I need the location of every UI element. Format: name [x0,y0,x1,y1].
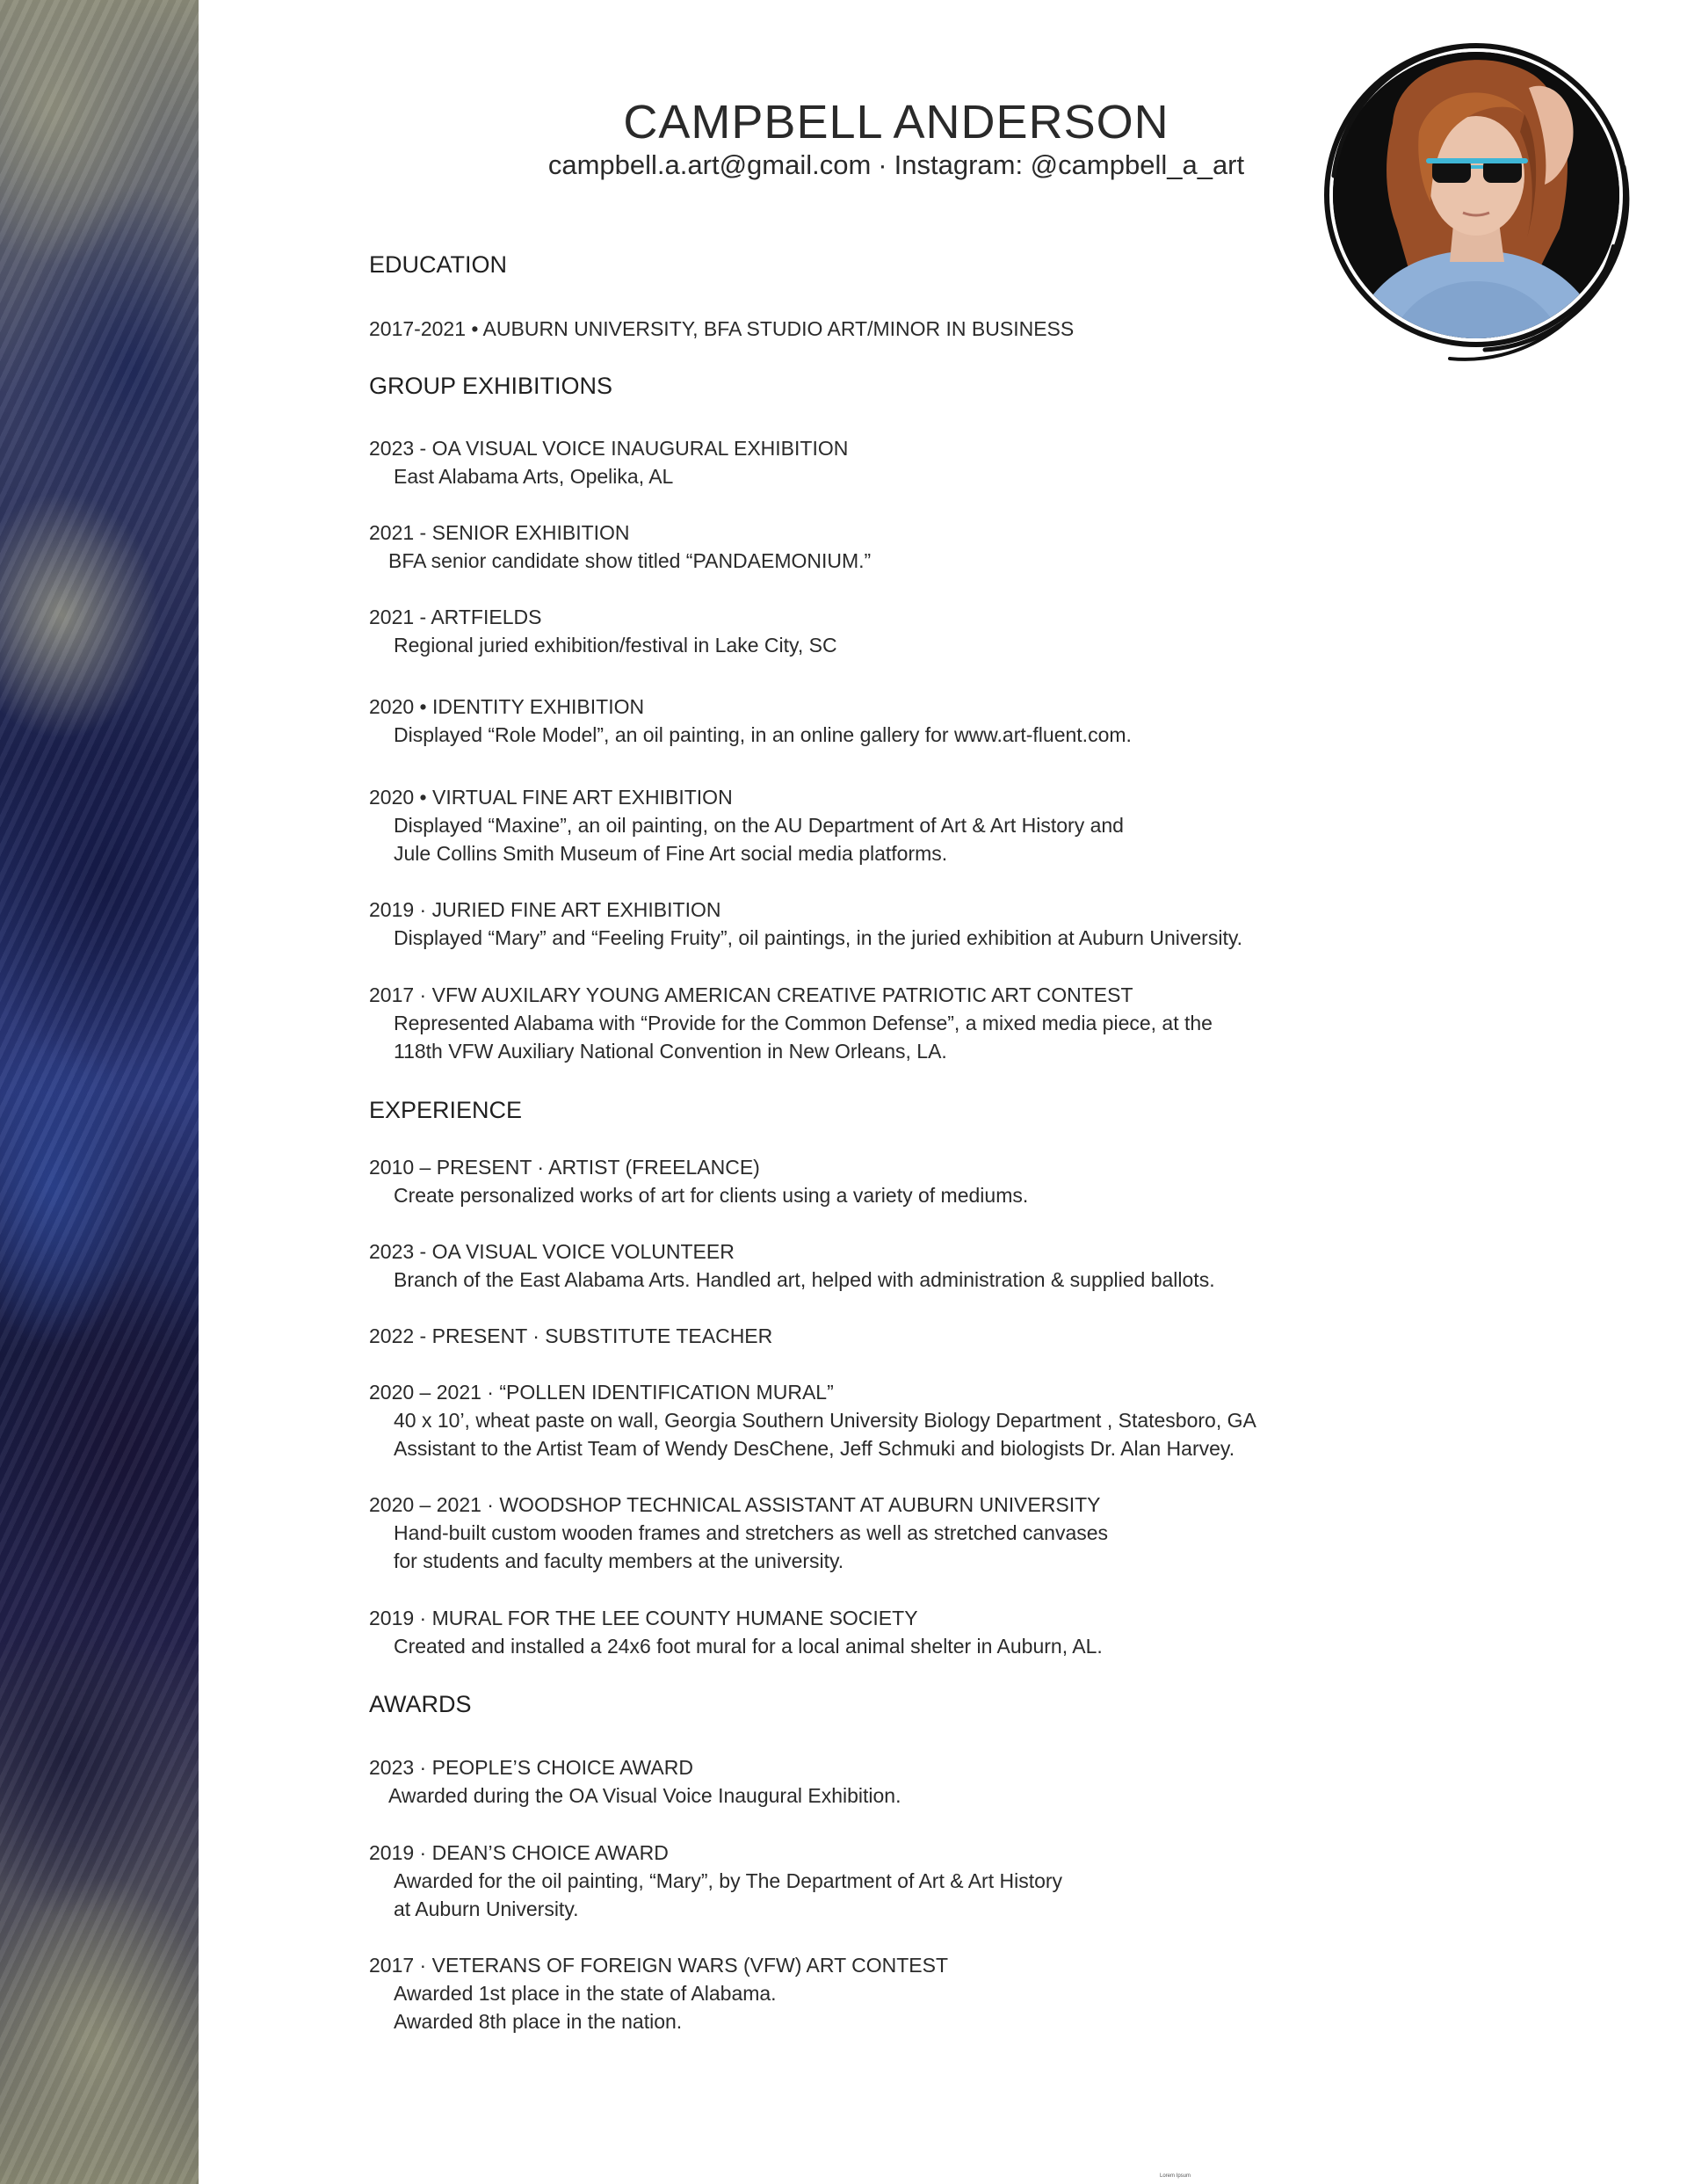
entry-description: Regional juried exhibition/festival in Lake City, SC [394,634,837,657]
footer-mark: Lorem Ipsum [1160,2173,1191,2179]
entry-description: 40 x 10’, wheat paste on wall, Georgia Southern University Biology Department , Statesboro, GA [394,1409,1256,1432]
award-entry [369,1839,1062,1923]
entry-description: Represented Alabama with “Provide for the Common Defense”, a mixed media piece, at the [394,1012,1213,1034]
entry-description: Displayed “Maxine”, an oil painting, on the AU Department of Art & Art History and [394,814,1124,837]
exhibition-entry [369,783,1124,867]
exhibition-entry [369,434,848,490]
entry-heading: 2020 • IDENTITY EXHIBITION [369,695,645,718]
exhibition-entry [369,603,837,659]
entry-heading: 2017-2021 • AUBURN UNIVERSITY, BFA STUDIO ART/MINOR IN BUSINESS [369,317,1075,340]
entry-description: 118th VFW Auxiliary National Convention in New Orleans, LA. [394,1040,947,1063]
experience-entry [369,1237,1215,1294]
entry-heading: 2019 · MURAL FOR THE LEE COUNTY HUMANE SOCIETY [369,1607,918,1629]
exhibition-entry [369,896,1242,952]
entry-description: Create personalized works of art for clients using a variety of mediums. [394,1184,1029,1207]
entry-heading: 2020 – 2021 · “POLLEN IDENTIFICATION MURAL” [369,1381,834,1404]
entry-description: BFA senior candidate show titled “PANDAEMONIUM.” [388,549,872,572]
avatar [1309,26,1643,369]
experience-entry [369,1153,1028,1209]
entry-heading: 2023 - OA VISUAL VOICE INAUGURAL EXHIBITION [369,437,849,460]
exhibition-entry [369,981,1213,1065]
entry-description: Displayed “Mary” and “Feeling Fruity”, oil paintings, in the juried exhibition at Auburn University. [394,926,1243,949]
email-text: campbell.a.art@gmail.com [547,149,872,180]
entry-heading: 2019 · JURIED FINE ART EXHIBITION [369,898,721,921]
entry-description: at Auburn University. [394,1897,579,1920]
entry-heading: 2020 – 2021 · WOODSHOP TECHNICAL ASSISTANT AT AUBURN UNIVERSITY [369,1493,1101,1516]
experience-entry [369,1322,772,1350]
experience-entry [369,1604,1103,1660]
entry-heading: 2017 · VETERANS OF FOREIGN WARS (VFW) ART CONTEST [369,1954,948,1977]
entry-description: Awarded for the oil painting, “Mary”, by The Department of Art & Art History [394,1869,1063,1892]
entry-description: Branch of the East Alabama Arts. Handled art, helped with administration & supplied ballots. [394,1268,1215,1291]
contact-line [474,149,1318,181]
entry-heading: 2023 · PEOPLE’S CHOICE AWARD [369,1756,693,1779]
entry-heading: 2017 · VFW AUXILARY YOUNG AMERICAN CREATIVE PATRIOTIC ART CONTEST [369,983,1133,1006]
experience-entry [369,1491,1108,1575]
section-title-experience: EXPERIENCE [369,1097,523,1123]
entry-description: Awarded during the OA Visual Voice Inaugural Exhibition. [388,1784,901,1807]
page-title: CAMPBELL ANDERSON [623,96,1169,149]
entry-heading: 2023 - OA VISUAL VOICE VOLUNTEER [369,1240,735,1263]
entry-description: Awarded 8th place in the nation. [394,2010,683,2033]
education-entry [369,315,1074,343]
instagram-text: Instagram: @campbell_a_art [894,149,1245,180]
entry-description: Awarded 1st place in the state of Alabama. [394,1982,777,2005]
contact-separator: · [878,149,887,180]
section-title-education: EDUCATION [369,251,508,278]
exhibition-entry [369,693,1132,749]
entry-description: East Alabama Arts, Opelika, AL [394,465,674,488]
entry-heading: 2022 - PRESENT · SUBSTITUTE TEACHER [369,1324,773,1347]
section-title-awards: AWARDS [369,1691,472,1717]
entry-description: Assistant to the Artist Team of Wendy DesChene, Jeff Schmuki and biologists Dr. Alan Harvey. [394,1437,1235,1460]
entry-heading: 2021 - SENIOR EXHIBITION [369,521,630,544]
entry-heading: 2021 - ARTFIELDS [369,606,542,628]
experience-entry [369,1378,1256,1462]
entry-description: Displayed “Role Model”, an oil painting, in an online gallery for www.art-fluent.com. [394,723,1132,746]
award-entry [369,1753,901,1810]
exhibition-entry [369,519,871,575]
entry-description: Created and installed a 24x6 foot mural for a local animal shelter in Auburn, AL. [394,1635,1103,1658]
entry-description: for students and faculty members at the university. [394,1549,844,1572]
entry-heading: 2019 · DEAN’S CHOICE AWARD [369,1841,669,1864]
section-title-group-exhibitions: GROUP EXHIBITIONS [369,373,613,399]
decorative-painted-strip [0,0,199,2184]
entry-description: Jule Collins Smith Museum of Fine Art social media platforms. [394,842,948,865]
entry-heading: 2010 – PRESENT · ARTIST (FREELANCE) [369,1156,760,1179]
entry-heading: 2020 • VIRTUAL FINE ART EXHIBITION [369,786,733,809]
entry-description: Hand-built custom wooden frames and stretchers as well as stretched canvases [394,1521,1109,1544]
award-entry [369,1951,948,2035]
